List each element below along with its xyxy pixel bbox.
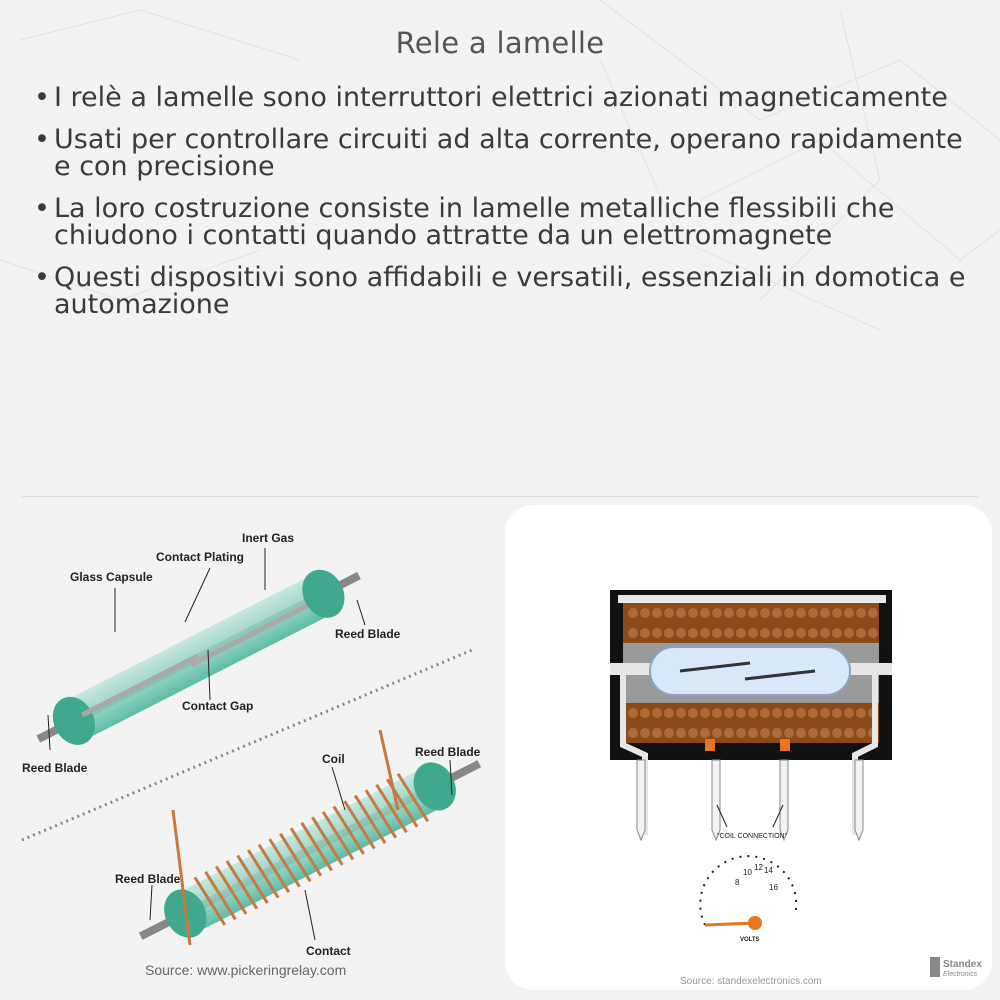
label-contact: Contact xyxy=(306,944,351,958)
bullet-item: • I relè a lamelle sono interruttori elettrici azionati magneticamente xyxy=(34,82,948,113)
label-contact-plating: Contact Plating xyxy=(156,550,245,564)
label-glass-capsule: Glass Capsule xyxy=(70,570,153,584)
svg-text:Standex: Standex xyxy=(943,959,982,970)
svg-text:Electronics: Electronics xyxy=(943,971,978,978)
label-reed-blade-right: Reed Blade xyxy=(335,627,401,641)
reed-switch-top xyxy=(27,553,370,761)
standex-logo xyxy=(930,955,990,979)
source-caption-right: Source: standexelectronics.com xyxy=(680,976,822,987)
label-inert-gas: Inert Gas xyxy=(242,531,295,545)
gauge-unit: VOLTS xyxy=(740,937,760,943)
coil-connection-label: "COIL CONNECTION" xyxy=(717,833,788,840)
gauge-tick-8: 8 xyxy=(735,878,740,887)
bullet-item: • La loro costruzione consiste in lamelle metalliche flessibili che chiudono i contatti quando attratte da un elettromagnete xyxy=(34,193,895,251)
label-reed-blade-coil-right: Reed Blade xyxy=(415,745,481,759)
gauge-tick-12: 12 xyxy=(754,863,763,872)
gauge-tick-16: 16 xyxy=(769,883,778,892)
voltmeter-gauge xyxy=(700,856,796,943)
bullet-list xyxy=(34,84,974,333)
source-caption-left: Source: www.pickeringrelay.com xyxy=(145,962,347,978)
label-coil: Coil xyxy=(322,752,345,766)
reed-switch-diagram xyxy=(10,510,490,990)
page-title: Rele a lamelle xyxy=(395,26,605,60)
relay-cross-section xyxy=(505,505,992,990)
label-reed-blade-left: Reed Blade xyxy=(22,761,88,775)
bullet-item: • Questi dispositivi sono affidabili e versatili, essenziali in domotica e automazione xyxy=(34,262,966,320)
bullet-item: • Usati per controllare circuiti ad alta corrente, operano rapidamente e con precisione xyxy=(34,124,963,182)
gauge-tick-10: 10 xyxy=(743,868,752,877)
gauge-tick-14: 14 xyxy=(764,866,773,875)
section-divider xyxy=(22,496,978,497)
label-reed-blade-coil-left: Reed Blade xyxy=(115,872,181,886)
label-contact-gap: Contact Gap xyxy=(182,699,254,713)
